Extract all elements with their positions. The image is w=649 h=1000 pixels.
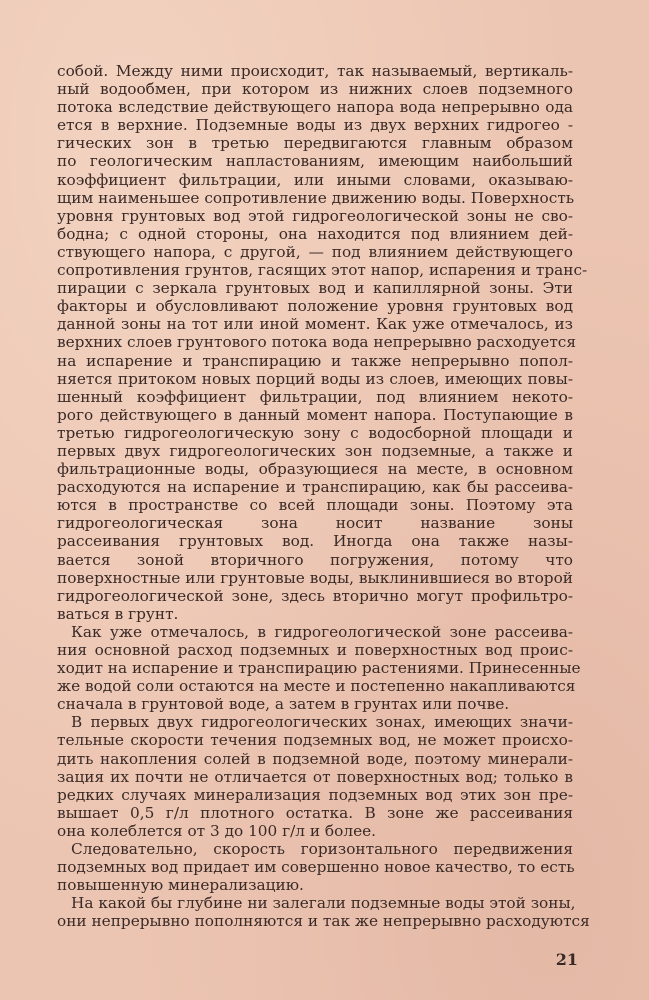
text-line: они непрерывно пополняются и так же непрерывно расходуются xyxy=(57,912,590,931)
text-line: шенный коэффициент фильтрации, под влиянием некото- xyxy=(57,387,573,406)
text-line: бодна; с одной стороны, она находится под влиянием дей- xyxy=(57,224,573,243)
page-body xyxy=(57,62,590,931)
text-line: подземных вод придает им совершенно новое качество, то есть xyxy=(57,858,575,877)
text-line: зация их почти не отличается от поверхностных вод; только в xyxy=(57,767,573,786)
text-line: ния основной расход подземных и поверхностных вод проис- xyxy=(57,641,573,659)
text-line: гидрогеологической зоне, здесь вторично могут профильтро- xyxy=(57,586,573,605)
text-line: собой. Между ними происходит, так называемый, вертикаль- xyxy=(57,62,573,80)
text-line: пирации с зеркала грунтовых вод и капиллярной зоны. Эти xyxy=(57,279,573,298)
text-line: ный водообмен, при котором из нижних слоев подземного xyxy=(57,80,573,99)
text-line: сначала в грунтовой воде, а затем в грунтах или почве. xyxy=(57,695,510,714)
text-line: ствующего напора, с другой, — под влиянием действующего xyxy=(57,242,573,261)
paragraph-1 xyxy=(57,62,588,623)
text-line: ваться в грунт. xyxy=(57,604,179,623)
text-line: Как уже отмечалось, в гидрогеологической зоне рассеива- xyxy=(71,622,573,641)
text-line: рассеивания грунтовых вод. Иногда она также назы- xyxy=(57,532,573,551)
text-line: поверхностные или грунтовые воды, выклинившиеся во второй xyxy=(57,568,573,587)
paragraph-3 xyxy=(57,713,573,840)
text-line: На какой бы глубине ни залегали подземные воды этой зоны, xyxy=(71,894,576,913)
text-line: третью гидрогеологическую зону с водосборной площади и xyxy=(57,423,573,442)
text-line: уровня грунтовых вод этой гидрогеологической зоны не сво- xyxy=(57,206,573,225)
text-line: Следовательно, скорость горизонтального передвижения xyxy=(71,840,573,859)
text-line: фильтрационные воды, образующиеся на месте, в основном xyxy=(57,460,573,479)
text-line: ются в пространстве со всей площади зоны. Поэтому эта xyxy=(57,496,573,515)
text-line: повышенную минерализацию. xyxy=(57,876,304,895)
text-line: расходуются на испарение и транспирацию, как бы рассеива- xyxy=(57,478,573,497)
text-line: ется в верхние. Подземные воды из двух верхних гидрогео - xyxy=(57,116,573,135)
paragraph-2 xyxy=(57,622,581,714)
text-line: няется притоком новых порций воды из слоев, имеющих повы- xyxy=(57,369,573,388)
text-line: ходит на испарение и транспирацию растениями. Принесенные xyxy=(57,659,581,678)
text-line: вается зоной вторичного погружения, потому что xyxy=(57,550,573,569)
text-line: она колеблется от 3 до 100 г/л и более. xyxy=(57,821,377,840)
text-line: редких случаях минерализация подземных вод этих зон пре- xyxy=(57,785,573,804)
text-line: дить накопления солей в подземной воде, поэтому минерали- xyxy=(57,749,573,768)
text-line: В первых двух гидрогеологических зонах, имеющих значи- xyxy=(71,713,573,732)
text-line: коэффициент фильтрации, или иными словами, оказываю- xyxy=(57,170,573,189)
text-line: по геологическим напластованиям, имеющим наибольший xyxy=(57,152,573,171)
text-line: тельные скорости течения подземных вод, не может происхо- xyxy=(57,731,573,750)
text-line: верхних слоев грунтового потока вода непрерывно расходуется xyxy=(57,333,577,352)
text-line: вышает 0,5 г/л плотного остатка. В зоне же рассеивания xyxy=(57,803,573,822)
text-line: щим наименьшее сопротивление движению воды. Поверхность xyxy=(57,188,575,207)
text-line: гидрогеологическая зона носит название зоны xyxy=(57,514,573,533)
text-line: же водой соли остаются на месте и постепенно накапливаются xyxy=(57,677,576,696)
text-line: сопротивления грунтов, гасящих этот напор, испарения и транс- xyxy=(57,261,588,280)
paragraph-5 xyxy=(57,894,590,931)
text-line: гических зон в третью передвигаются главным образом xyxy=(57,134,573,153)
text-line: первых двух гидрогеологических зон подземные, а также и xyxy=(57,441,573,460)
text-line: факторы и обусловливают положение уровня грунтовых вод xyxy=(57,297,573,316)
text-line: потока вследствие действующего напора вода непрерывно ода xyxy=(57,98,573,117)
paragraph-4 xyxy=(57,840,573,894)
page-number: 21 xyxy=(555,950,578,969)
text-line: рого действующего в данный момент напора. Поступающие в xyxy=(57,405,573,424)
text-line: данной зоны на тот или иной момент. Как уже отмечалось, из xyxy=(57,315,573,334)
text-line: на испарение и транспирацию и также непрерывно попол- xyxy=(57,351,573,370)
